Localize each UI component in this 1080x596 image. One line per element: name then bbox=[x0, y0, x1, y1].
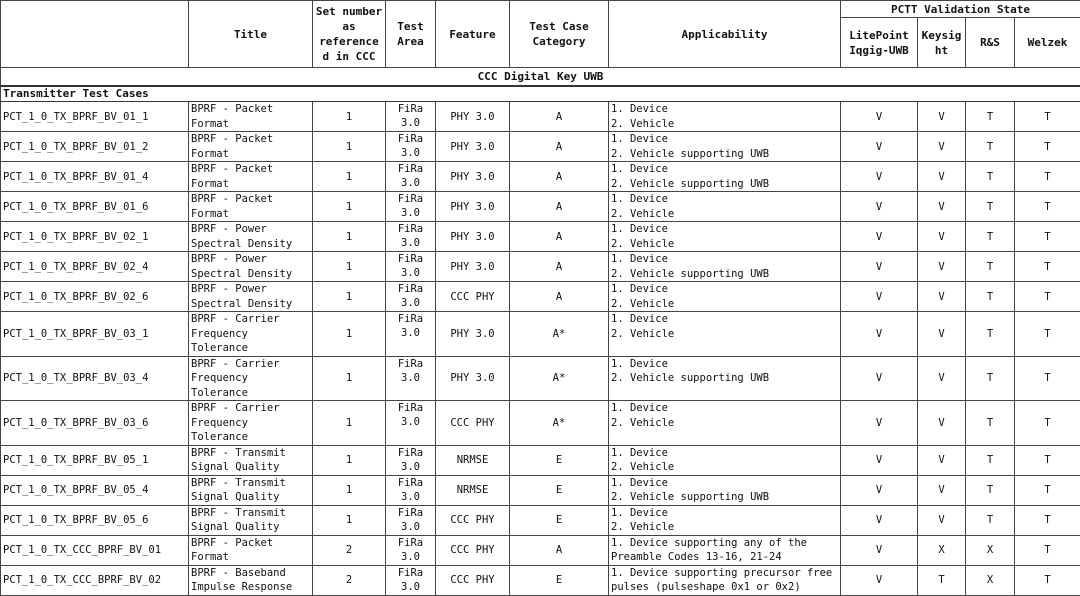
set-number: 1 bbox=[313, 222, 386, 252]
applicability-line-2: pulses (pulseshape 0x1 or 0x2) bbox=[611, 580, 838, 595]
area-line-2: 3.0 bbox=[388, 460, 433, 474]
set-number: 1 bbox=[313, 132, 386, 162]
test-area bbox=[386, 356, 436, 401]
area-line-1: FiRa bbox=[388, 506, 433, 520]
welzek-state: T bbox=[1015, 312, 1080, 357]
set-number: 2 bbox=[313, 535, 386, 565]
area-line-2: 3.0 bbox=[388, 550, 433, 564]
title-line-2: Spectral Density bbox=[191, 237, 310, 252]
applicability-line-1: 1. Device supporting precursor free bbox=[611, 566, 838, 581]
rs-state: T bbox=[966, 475, 1015, 505]
test-area bbox=[386, 312, 436, 357]
table-row bbox=[1, 102, 1080, 132]
litepoint-state: V bbox=[841, 192, 918, 222]
applicability-line-2: Preamble Codes 13-16, 21-24 bbox=[611, 550, 838, 565]
feature: PHY 3.0 bbox=[436, 132, 510, 162]
test-case-id: PCT_1_0_TX_BPRF_BV_01_4 bbox=[1, 162, 189, 192]
test-case-id: PCT_1_0_TX_BPRF_BV_03_1 bbox=[1, 312, 189, 357]
table-row bbox=[1, 356, 1080, 401]
set-number: 1 bbox=[313, 162, 386, 192]
test-area bbox=[386, 565, 436, 595]
rs-state: T bbox=[966, 222, 1015, 252]
feature: PHY 3.0 bbox=[436, 312, 510, 357]
applicability-line-1: 1. Device bbox=[611, 192, 838, 207]
table-row bbox=[1, 565, 1080, 595]
test-area bbox=[386, 475, 436, 505]
area-line-2: 3.0 bbox=[388, 490, 433, 504]
keysight-state: V bbox=[918, 401, 966, 446]
test-area bbox=[386, 102, 436, 132]
applicability-line-1: 1. Device bbox=[611, 476, 838, 491]
test-case-id: PCT_1_0_TX_BPRF_BV_03_6 bbox=[1, 401, 189, 446]
applicability-line-1: 1. Device bbox=[611, 282, 838, 297]
test-case-title bbox=[189, 222, 313, 252]
test-area bbox=[386, 401, 436, 446]
title-line-1: BPRF - Packet bbox=[191, 132, 310, 147]
area-line-1: FiRa bbox=[388, 252, 433, 266]
area-line-2: 3.0 bbox=[388, 116, 433, 130]
rs-state: X bbox=[966, 565, 1015, 595]
test-area bbox=[386, 222, 436, 252]
applicability bbox=[609, 535, 841, 565]
category: A* bbox=[510, 401, 609, 446]
title-line-2: Format bbox=[191, 550, 310, 565]
keysight-state: V bbox=[918, 192, 966, 222]
rs-state: T bbox=[966, 102, 1015, 132]
area-line-1: FiRa bbox=[388, 566, 433, 580]
feature: PHY 3.0 bbox=[436, 252, 510, 282]
test-case-title bbox=[189, 565, 313, 595]
title-line-2: Signal Quality bbox=[191, 460, 310, 475]
keysight-state: V bbox=[918, 102, 966, 132]
area-line-2: 3.0 bbox=[388, 266, 433, 280]
applicability-line-1: 1. Device bbox=[611, 312, 838, 327]
set-number: 1 bbox=[313, 282, 386, 312]
applicability bbox=[609, 162, 841, 192]
category: E bbox=[510, 475, 609, 505]
keysight-state: V bbox=[918, 445, 966, 475]
table-row bbox=[1, 132, 1080, 162]
feature: PHY 3.0 bbox=[436, 356, 510, 401]
keysight-state: T bbox=[918, 565, 966, 595]
category-header: Test Case Category bbox=[510, 1, 609, 68]
welzek-state: T bbox=[1015, 401, 1080, 446]
test-case-id: PCT_1_0_TX_BPRF_BV_02_6 bbox=[1, 282, 189, 312]
test-area bbox=[386, 445, 436, 475]
category: A bbox=[510, 222, 609, 252]
keysight-state: V bbox=[918, 312, 966, 357]
applicability-line-2: 2. Vehicle supporting UWB bbox=[611, 147, 838, 162]
test-case-title bbox=[189, 252, 313, 282]
applicability-line-2: 2. Vehicle bbox=[611, 416, 838, 431]
category: A bbox=[510, 162, 609, 192]
table-row bbox=[1, 401, 1080, 446]
keysight-header: Keysig ht bbox=[918, 18, 966, 68]
area-line-2: 3.0 bbox=[388, 326, 433, 340]
section-title: CCC Digital Key UWB bbox=[1, 68, 1080, 87]
rs-state: T bbox=[966, 356, 1015, 401]
rs-state: T bbox=[966, 282, 1015, 312]
keysight-state: V bbox=[918, 162, 966, 192]
keysight-state: V bbox=[918, 505, 966, 535]
area-line-2: 3.0 bbox=[388, 296, 433, 310]
feature: PHY 3.0 bbox=[436, 192, 510, 222]
test-case-id: PCT_1_0_TX_CCC_BPRF_BV_02 bbox=[1, 565, 189, 595]
title-line-1: BPRF - Carrier bbox=[191, 312, 310, 327]
test-case-id: PCT_1_0_TX_BPRF_BV_02_1 bbox=[1, 222, 189, 252]
title-line-2: Spectral Density bbox=[191, 297, 310, 312]
feature: CCC PHY bbox=[436, 505, 510, 535]
set-number: 1 bbox=[313, 505, 386, 535]
welzek-state: T bbox=[1015, 505, 1080, 535]
litepoint-state: V bbox=[841, 312, 918, 357]
welzek-state: T bbox=[1015, 132, 1080, 162]
welzek-state: T bbox=[1015, 102, 1080, 132]
table-row bbox=[1, 252, 1080, 282]
test-case-id: PCT_1_0_TX_BPRF_BV_03_4 bbox=[1, 356, 189, 401]
set-number: 1 bbox=[313, 192, 386, 222]
applicability-line-1: 1. Device bbox=[611, 222, 838, 237]
applicability bbox=[609, 282, 841, 312]
title-line-1: BPRF - Transmit bbox=[191, 506, 310, 521]
area-line-1: FiRa bbox=[388, 282, 433, 296]
category: A bbox=[510, 282, 609, 312]
set-number: 1 bbox=[313, 312, 386, 357]
applicability-line-2: 2. Vehicle bbox=[611, 460, 838, 475]
category: A bbox=[510, 102, 609, 132]
test-area bbox=[386, 505, 436, 535]
litepoint-state: V bbox=[841, 282, 918, 312]
feature: NRMSE bbox=[436, 445, 510, 475]
test-case-id: PCT_1_0_TX_BPRF_BV_05_4 bbox=[1, 475, 189, 505]
rs-header: R&S bbox=[966, 18, 1015, 68]
feature: CCC PHY bbox=[436, 565, 510, 595]
applicability-line-2: 2. Vehicle supporting UWB bbox=[611, 267, 838, 282]
applicability-line-1: 1. Device bbox=[611, 401, 838, 416]
table-row bbox=[1, 445, 1080, 475]
test-case-title bbox=[189, 132, 313, 162]
rs-state: T bbox=[966, 252, 1015, 282]
title-line-1: BPRF - Baseband bbox=[191, 566, 310, 581]
test-case-id: PCT_1_0_TX_BPRF_BV_01_1 bbox=[1, 102, 189, 132]
area-line-2: 3.0 bbox=[388, 236, 433, 250]
litepoint-state: V bbox=[841, 222, 918, 252]
category: A bbox=[510, 192, 609, 222]
litepoint-state: V bbox=[841, 505, 918, 535]
litepoint-state: V bbox=[841, 565, 918, 595]
litepoint-state: V bbox=[841, 356, 918, 401]
applicability-line-1: 1. Device bbox=[611, 162, 838, 177]
table-row bbox=[1, 535, 1080, 565]
applicability-line-2: 2. Vehicle bbox=[611, 520, 838, 535]
applicability bbox=[609, 356, 841, 401]
feature: CCC PHY bbox=[436, 401, 510, 446]
feature-header: Feature bbox=[436, 1, 510, 68]
welzek-state: T bbox=[1015, 192, 1080, 222]
set-number: 1 bbox=[313, 475, 386, 505]
area-line-1: FiRa bbox=[388, 132, 433, 146]
test-area-header: Test Area bbox=[386, 1, 436, 68]
area-line-1: FiRa bbox=[388, 401, 433, 415]
litepoint-state: V bbox=[841, 445, 918, 475]
title-line-1: BPRF - Transmit bbox=[191, 446, 310, 461]
title-line-1: BPRF - Packet bbox=[191, 162, 310, 177]
test-case-id: PCT_1_0_TX_BPRF_BV_01_6 bbox=[1, 192, 189, 222]
title-line-2: Format bbox=[191, 207, 310, 222]
feature: PHY 3.0 bbox=[436, 162, 510, 192]
area-line-2: 3.0 bbox=[388, 520, 433, 534]
test-case-title bbox=[189, 312, 313, 357]
set-number: 1 bbox=[313, 252, 386, 282]
title-line-1: BPRF - Transmit bbox=[191, 476, 310, 491]
category: E bbox=[510, 505, 609, 535]
feature: CCC PHY bbox=[436, 282, 510, 312]
title-line-2: Frequency Tolerance bbox=[191, 327, 310, 356]
rs-state: T bbox=[966, 132, 1015, 162]
category: E bbox=[510, 565, 609, 595]
test-case-title bbox=[189, 356, 313, 401]
set-number: 1 bbox=[313, 356, 386, 401]
test-case-title bbox=[189, 102, 313, 132]
welzek-state: T bbox=[1015, 162, 1080, 192]
applicability-line-1: 1. Device bbox=[611, 252, 838, 267]
keysight-state: X bbox=[918, 535, 966, 565]
title-line-2: Impulse Response bbox=[191, 580, 310, 595]
applicability-line-2: 2. Vehicle bbox=[611, 117, 838, 132]
litepoint-state: V bbox=[841, 102, 918, 132]
applicability bbox=[609, 192, 841, 222]
rs-state: T bbox=[966, 312, 1015, 357]
feature: PHY 3.0 bbox=[436, 102, 510, 132]
table-row bbox=[1, 222, 1080, 252]
applicability bbox=[609, 132, 841, 162]
title-line-2: Format bbox=[191, 147, 310, 162]
category: A bbox=[510, 535, 609, 565]
test-case-id: PCT_1_0_TX_BPRF_BV_01_2 bbox=[1, 132, 189, 162]
rs-state: T bbox=[966, 192, 1015, 222]
category: A* bbox=[510, 312, 609, 357]
applicability-line-1: 1. Device bbox=[611, 446, 838, 461]
applicability bbox=[609, 401, 841, 446]
category: A bbox=[510, 132, 609, 162]
title-line-1: BPRF - Packet bbox=[191, 536, 310, 551]
keysight-state: V bbox=[918, 356, 966, 401]
test-case-title bbox=[189, 282, 313, 312]
welzek-state: T bbox=[1015, 222, 1080, 252]
validation-state-header: PCTT Validation State bbox=[841, 1, 1080, 18]
applicability-line-2: 2. Vehicle supporting UWB bbox=[611, 177, 838, 192]
applicability bbox=[609, 475, 841, 505]
applicability-line-1: 1. Device bbox=[611, 506, 838, 521]
welzek-header: Welzek bbox=[1015, 18, 1080, 68]
test-area bbox=[386, 192, 436, 222]
litepoint-state: V bbox=[841, 132, 918, 162]
title-line-2: Format bbox=[191, 117, 310, 132]
welzek-state: T bbox=[1015, 565, 1080, 595]
keysight-state: V bbox=[918, 282, 966, 312]
test-area bbox=[386, 282, 436, 312]
area-line-1: FiRa bbox=[388, 192, 433, 206]
category: A* bbox=[510, 356, 609, 401]
title-header: Title bbox=[189, 1, 313, 68]
litepoint-header: LitePoint Iqgig-UWB bbox=[841, 18, 918, 68]
table-row bbox=[1, 475, 1080, 505]
set-number-header: Set number as reference d in CCC bbox=[313, 1, 386, 68]
litepoint-state: V bbox=[841, 162, 918, 192]
litepoint-state: V bbox=[841, 252, 918, 282]
applicability bbox=[609, 102, 841, 132]
subsection-title: Transmitter Test Cases bbox=[1, 86, 1080, 102]
welzek-state: T bbox=[1015, 356, 1080, 401]
title-line-1: BPRF - Packet bbox=[191, 192, 310, 207]
area-line-1: FiRa bbox=[388, 102, 433, 116]
area-line-1: FiRa bbox=[388, 536, 433, 550]
test-case-id: PCT_1_0_TX_CCC_BPRF_BV_01 bbox=[1, 535, 189, 565]
area-line-1: FiRa bbox=[388, 162, 433, 176]
title-line-1: BPRF - Power bbox=[191, 222, 310, 237]
area-line-2: 3.0 bbox=[388, 371, 433, 385]
area-line-1: FiRa bbox=[388, 222, 433, 236]
test-case-id: PCT_1_0_TX_BPRF_BV_05_6 bbox=[1, 505, 189, 535]
test-case-id: PCT_1_0_TX_BPRF_BV_05_1 bbox=[1, 445, 189, 475]
applicability-line-2: 2. Vehicle supporting UWB bbox=[611, 371, 838, 386]
title-line-2: Frequency Tolerance bbox=[191, 416, 310, 445]
test-area bbox=[386, 535, 436, 565]
table-row bbox=[1, 192, 1080, 222]
title-line-2: Format bbox=[191, 177, 310, 192]
welzek-state: T bbox=[1015, 282, 1080, 312]
title-line-2: Spectral Density bbox=[191, 267, 310, 282]
set-number: 2 bbox=[313, 565, 386, 595]
litepoint-state: V bbox=[841, 401, 918, 446]
test-case-title bbox=[189, 401, 313, 446]
applicability-line-2: 2. Vehicle bbox=[611, 327, 838, 342]
area-line-1: FiRa bbox=[388, 476, 433, 490]
rs-state: T bbox=[966, 445, 1015, 475]
applicability bbox=[609, 505, 841, 535]
table-row bbox=[1, 282, 1080, 312]
area-line-1: FiRa bbox=[388, 357, 433, 371]
area-line-1: FiRa bbox=[388, 446, 433, 460]
applicability-line-2: 2. Vehicle bbox=[611, 207, 838, 222]
litepoint-state: V bbox=[841, 535, 918, 565]
applicability-line-1: 1. Device bbox=[611, 132, 838, 147]
set-number: 1 bbox=[313, 445, 386, 475]
applicability-line-1: 1. Device bbox=[611, 357, 838, 372]
applicability-line-1: 1. Device bbox=[611, 102, 838, 117]
applicability bbox=[609, 312, 841, 357]
area-line-2: 3.0 bbox=[388, 146, 433, 160]
test-area bbox=[386, 252, 436, 282]
set-number: 1 bbox=[313, 102, 386, 132]
rs-state: T bbox=[966, 162, 1015, 192]
title-line-1: BPRF - Packet bbox=[191, 102, 310, 117]
set-number: 1 bbox=[313, 401, 386, 446]
title-line-1: BPRF - Carrier bbox=[191, 401, 310, 416]
keysight-state: V bbox=[918, 252, 966, 282]
category: E bbox=[510, 445, 609, 475]
test-case-id: PCT_1_0_TX_BPRF_BV_02_4 bbox=[1, 252, 189, 282]
test-case-title bbox=[189, 535, 313, 565]
welzek-state: T bbox=[1015, 535, 1080, 565]
litepoint-state: V bbox=[841, 475, 918, 505]
welzek-state: T bbox=[1015, 252, 1080, 282]
keysight-state: V bbox=[918, 222, 966, 252]
title-line-1: BPRF - Power bbox=[191, 252, 310, 267]
keysight-state: V bbox=[918, 475, 966, 505]
applicability-line-2: 2. Vehicle bbox=[611, 297, 838, 312]
test-case-title bbox=[189, 445, 313, 475]
area-line-1: FiRa bbox=[388, 312, 433, 326]
id-header bbox=[1, 1, 189, 68]
feature: NRMSE bbox=[436, 475, 510, 505]
feature: PHY 3.0 bbox=[436, 222, 510, 252]
test-case-title bbox=[189, 505, 313, 535]
area-line-2: 3.0 bbox=[388, 580, 433, 594]
title-line-2: Frequency Tolerance bbox=[191, 371, 310, 400]
area-line-2: 3.0 bbox=[388, 415, 433, 429]
test-case-title bbox=[189, 475, 313, 505]
applicability-header: Applicability bbox=[609, 1, 841, 68]
table-row bbox=[1, 505, 1080, 535]
test-area bbox=[386, 162, 436, 192]
test-area bbox=[386, 132, 436, 162]
feature: CCC PHY bbox=[436, 535, 510, 565]
title-line-2: Signal Quality bbox=[191, 520, 310, 535]
welzek-state: T bbox=[1015, 445, 1080, 475]
applicability bbox=[609, 222, 841, 252]
title-line-1: BPRF - Power bbox=[191, 282, 310, 297]
title-line-2: Signal Quality bbox=[191, 490, 310, 505]
area-line-2: 3.0 bbox=[388, 176, 433, 190]
category: A bbox=[510, 252, 609, 282]
applicability bbox=[609, 252, 841, 282]
title-line-1: BPRF - Carrier bbox=[191, 357, 310, 372]
rs-state: T bbox=[966, 401, 1015, 446]
rs-state: T bbox=[966, 505, 1015, 535]
keysight-state: V bbox=[918, 132, 966, 162]
rs-state: X bbox=[966, 535, 1015, 565]
welzek-state: T bbox=[1015, 475, 1080, 505]
applicability bbox=[609, 445, 841, 475]
test-case-title bbox=[189, 162, 313, 192]
applicability-line-2: 2. Vehicle supporting UWB bbox=[611, 490, 838, 505]
area-line-2: 3.0 bbox=[388, 206, 433, 220]
table-row bbox=[1, 162, 1080, 192]
table-row bbox=[1, 312, 1080, 357]
test-case-title bbox=[189, 192, 313, 222]
applicability bbox=[609, 565, 841, 595]
applicability-line-2: 2. Vehicle bbox=[611, 237, 838, 252]
applicability-line-1: 1. Device supporting any of the bbox=[611, 536, 838, 551]
